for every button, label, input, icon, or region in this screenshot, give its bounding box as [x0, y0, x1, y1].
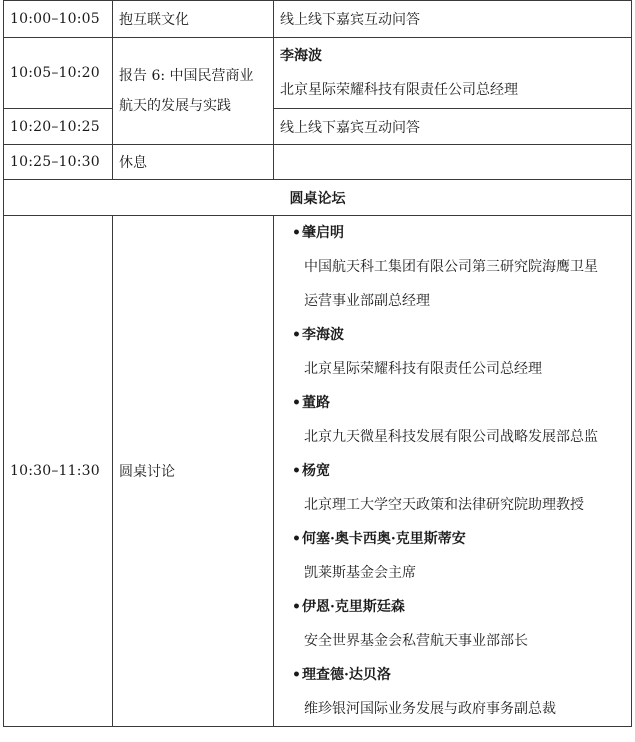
- topic-cell: 圆桌讨论: [113, 216, 274, 727]
- speaker-cell: [274, 38, 632, 109]
- speaker-name: 李海波: [280, 47, 322, 64]
- panelist-org: 运营事业部副总经理: [304, 293, 430, 309]
- time-cell: 10:05–10:20: [4, 38, 113, 109]
- table-row: [4, 145, 632, 180]
- topic-cell: 抱互联文化: [113, 1, 274, 38]
- panelist-item: [290, 386, 625, 454]
- panelist-name: [290, 318, 625, 352]
- detail-cell: 线上线下嘉宾互动问答: [274, 1, 632, 38]
- panelist-name: [290, 386, 625, 420]
- panelist-item: [290, 590, 625, 658]
- panelist-name: [290, 216, 625, 250]
- panelist-name: [290, 590, 625, 624]
- table-row: [4, 109, 632, 145]
- time-cell: 10:30–11:30: [4, 216, 113, 727]
- panelist-item: [290, 658, 625, 726]
- panelist-name: [290, 658, 625, 692]
- panelist-name-text: 杨宽: [302, 463, 330, 479]
- panelist-name-text: 肇启明: [302, 225, 344, 241]
- time-cell: 10:00–10:05: [4, 1, 113, 38]
- bullet-icon: •: [292, 531, 301, 547]
- table-row: [4, 1, 632, 38]
- panelist-name: [290, 522, 625, 556]
- panelist-name-text: 李海波: [302, 327, 344, 343]
- panelist-list: [274, 216, 632, 727]
- time-cell: 10:20–10:25: [4, 109, 113, 145]
- panelist-name-text: 理查德·达贝洛: [302, 667, 391, 683]
- bullet-icon: •: [292, 327, 301, 343]
- detail-cell: [274, 145, 632, 180]
- panelist-name-text: 伊恩·克里斯廷森: [302, 599, 405, 615]
- panelist-item: [290, 216, 625, 318]
- panelist-item: [290, 318, 625, 386]
- panelist-org: 北京九天微星科技发展有限公司战略发展部总监: [304, 429, 598, 445]
- bullet-icon: •: [292, 225, 301, 241]
- panelist-name: [290, 454, 625, 488]
- table-row: [4, 216, 632, 727]
- panelist-org: 维珍银河国际业务发展与政府事务副总裁: [304, 701, 556, 717]
- bullet-icon: •: [292, 599, 301, 615]
- panelist-name-text: 董路: [302, 395, 330, 411]
- panelist-name-text: 何塞·奥卡西奥·克里斯蒂安: [302, 531, 466, 547]
- section-title: 圆桌论坛: [4, 180, 632, 216]
- report-topic-line: 报告 6: 中国民营商业: [119, 68, 254, 84]
- panelist-org: 安全世界基金会私营航天事业部部长: [304, 633, 528, 649]
- time-cell: 10:25–10:30: [4, 145, 113, 180]
- panelist-item: [290, 522, 625, 590]
- detail-cell: 线上线下嘉宾互动问答: [274, 109, 632, 145]
- speaker-org: 北京星际荣耀科技有限责任公司总经理: [280, 81, 518, 98]
- report-topic-line: 航天的发展与实践: [119, 98, 231, 114]
- table-row: [4, 180, 632, 216]
- panelist-org: 中国航天科工集团有限公司第三研究院海鹰卫星: [304, 259, 598, 275]
- topic-cell: 休息: [113, 145, 274, 180]
- panelist-org: 北京理工大学空天政策和法律研究院助理教授: [304, 497, 584, 513]
- bullet-icon: •: [292, 395, 301, 411]
- bullet-icon: •: [292, 463, 301, 479]
- bullet-icon: •: [292, 667, 301, 683]
- agenda-table: [3, 0, 632, 727]
- table-row: [4, 38, 632, 109]
- report-topic-cell: [113, 38, 274, 145]
- panelist-org: 凯莱斯基金会主席: [304, 565, 416, 581]
- panelist-item: [290, 454, 625, 522]
- panelist-org: 北京星际荣耀科技有限责任公司总经理: [304, 361, 542, 377]
